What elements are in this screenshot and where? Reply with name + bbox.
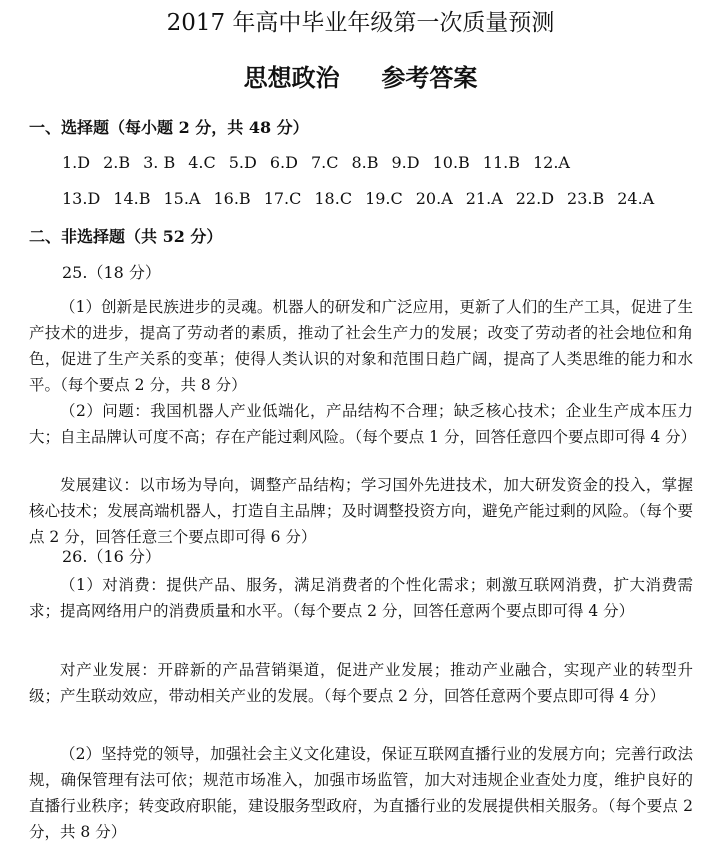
- answer-item: 22.D: [515, 189, 555, 208]
- answer-item: 19.C: [365, 189, 403, 208]
- answer-row-1: [62, 152, 583, 174]
- q26-part2: （2）坚持党的领导，加强社会主义文化建设，保证互联网直播行业的发展方向；完善行政法规，确保管理有法可依；规范市场准入，加强市场监管，加大对违规企业查处力度，维护良好的直播行业秩序；转变政府职能，建设服务型政府，为直播行业的发展提供相关服务。（每个要点 2 分，共 8 分）: [29, 745, 693, 841]
- answer-item: 7.C: [310, 153, 339, 172]
- subtitle-text: 思想政治 参考答案: [243, 63, 478, 92]
- answer-item: 5.D: [228, 153, 257, 172]
- answer-item: 6.D: [269, 153, 298, 172]
- q26-industry: 对产业发展：开辟新的产品营销渠道，促进产业发展；推动产业融合，实现产业的转型升级；产生联动效应，带动相关产业的发展。（每个要点 2 分，回答任意两个要点即可得 4 分）: [29, 661, 693, 705]
- answer-item: 18.C: [314, 189, 353, 208]
- answer-item: 23.B: [567, 189, 605, 208]
- answer-item: 9.D: [391, 153, 420, 172]
- answer-item: 17.C: [263, 189, 302, 208]
- q26-part1: （1）对消费：提供产品、服务，满足消费者的个性化需求；刺激互联网消费，扩大消费需求；提高网络用户的消费质量和水平。（每个要点 2 分，回答任意两个要点即可得 4 分）: [29, 576, 693, 620]
- answer-item: 20.A: [415, 189, 453, 208]
- answer-item: 1.D: [62, 153, 91, 172]
- answer-item: 12.A: [532, 153, 570, 172]
- section-heading-nonchoice: 二、非选择题（共 52 分）: [29, 227, 223, 246]
- page-subtitle: [0, 63, 721, 93]
- answer-item: 15.A: [163, 189, 201, 208]
- q25-part1: （1）创新是民族进步的灵魂。机器人的研发和广泛应用，更新了人们的生产工具，促进了生产技术的进步，提高了劳动者的素质，推动了社会生产力的发展；改变了劳动者的社会地位和角色，促进了生产关系的变革；使得人类认识的对象和范围日趋广阔，提高了人类思维的能力和水平。（每个要点 2 分，共 8 分）: [29, 298, 693, 394]
- answer-item: 2.B: [103, 153, 131, 172]
- answer-item: 13.D: [62, 189, 101, 208]
- answer-item: 11.B: [482, 153, 520, 172]
- question-25-head: 25.（18 分）: [62, 263, 161, 282]
- answer-item: 14.B: [113, 189, 151, 208]
- page-title: 2017 年高中毕业年级第一次质量预测: [166, 10, 555, 36]
- answer-item: 4.C: [188, 153, 216, 172]
- q25-part2: （2）问题：我国机器人产业低端化，产品结构不合理；缺乏核心技术；企业生产成本压力大；自主品牌认可度不高；存在产能过剩风险。（每个要点 1 分，回答任意四个要点即可得 4 分）: [29, 402, 697, 446]
- q25-suggestion: 发展建议：以市场为导向，调整产品结构；学习国外先进技术，加大研发资金的投入，掌握核心技术；发展高端机器人，打造自主品牌；及时调整投资方向，避免产能过剩的风险。（每个要点 2 分，回答任意三个要点即可得 6 分）: [29, 476, 693, 546]
- answer-item: 21.A: [465, 189, 503, 208]
- answer-item: 10.B: [432, 153, 470, 172]
- section-heading-choice: 一、选择题（每小题 2 分，共 48 分）: [29, 118, 309, 137]
- answer-item: 3. B: [143, 153, 176, 172]
- answer-item: 24.A: [617, 189, 655, 208]
- answer-item: 8.B: [351, 153, 379, 172]
- answer-item: 16.B: [213, 189, 251, 208]
- answer-row-2: [62, 188, 667, 210]
- question-26-head: 26.（16 分）: [62, 547, 161, 566]
